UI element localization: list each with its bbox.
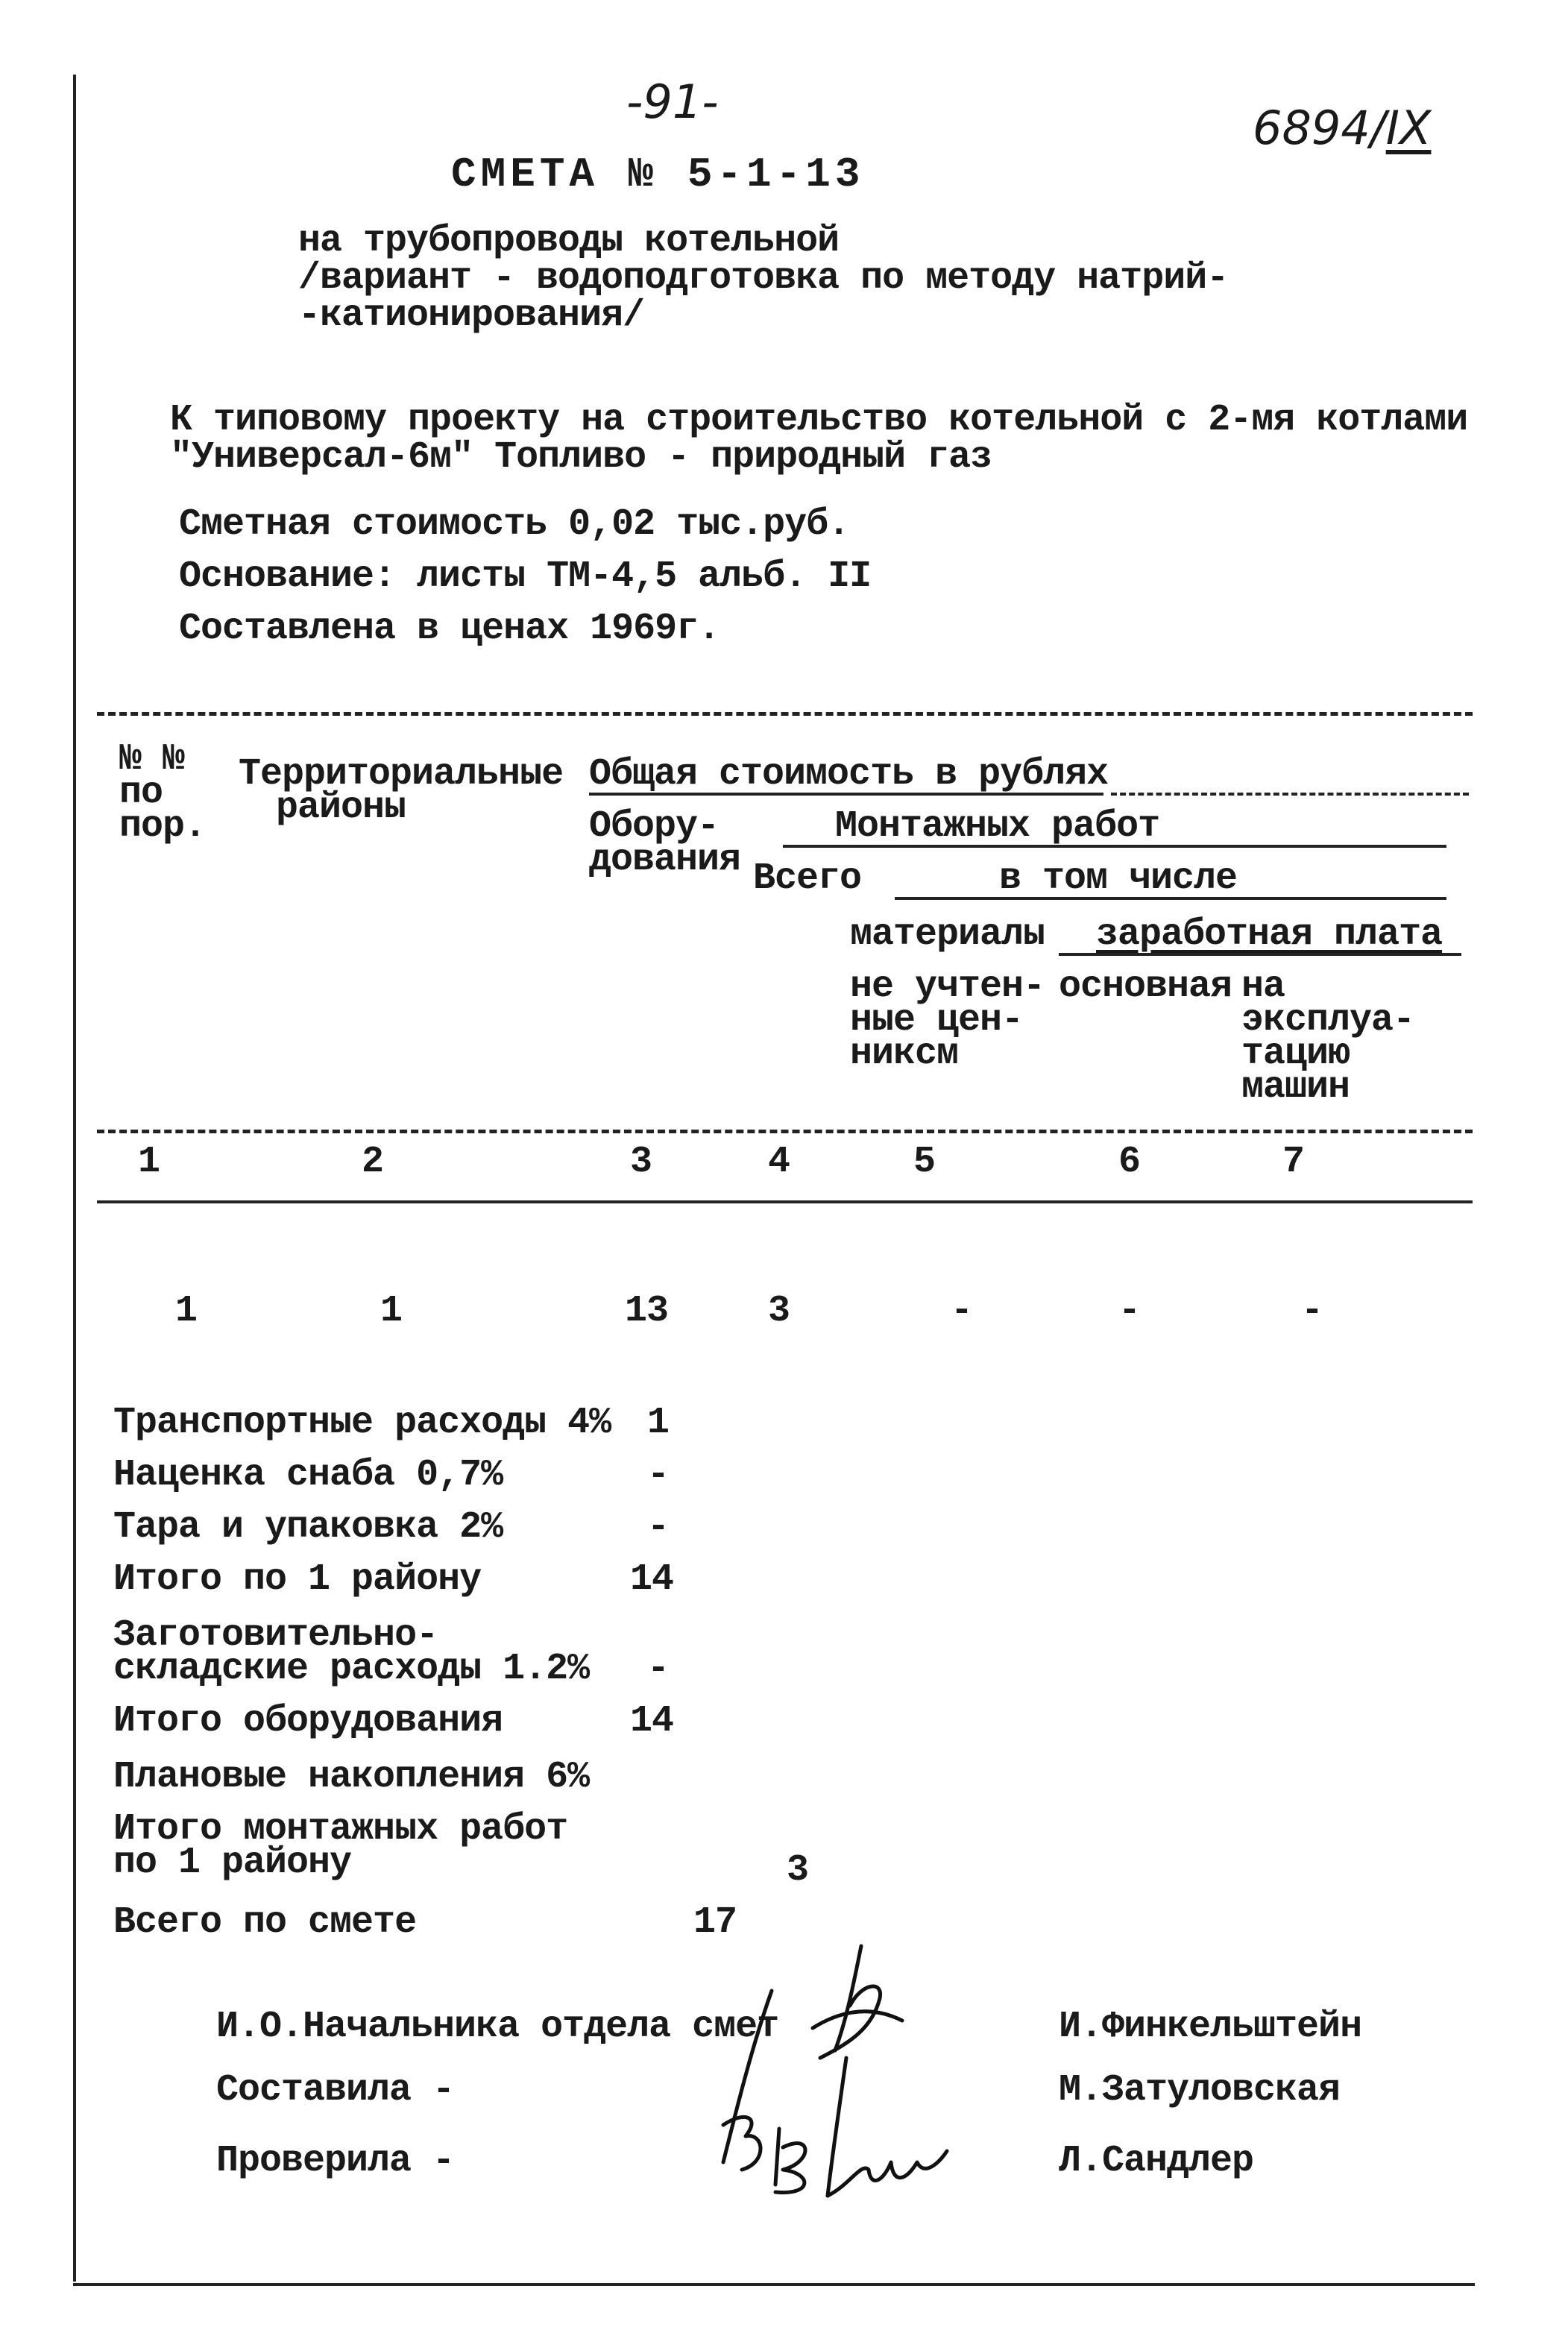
signature-name-checked: Л.Сандлер xyxy=(1059,2140,1254,2182)
signature-role-checked: Проверила - xyxy=(216,2140,455,2182)
equipment-line-2: дования xyxy=(589,839,741,881)
price-year: Составлена в ценах 1969г. xyxy=(179,608,720,650)
signature-name-head: И.Финкельштейн xyxy=(1059,2006,1362,2048)
summary-packaging-value: - xyxy=(647,1506,670,1549)
operation-line-1: на xyxy=(1241,966,1285,1008)
table-top-rule xyxy=(97,712,1473,716)
summary-procurement-value: - xyxy=(647,1648,670,1690)
summary-region-total-value: 14 xyxy=(630,1558,674,1601)
summary-packaging-label: Тара и упаковка 2% xyxy=(113,1506,503,1549)
row-cell-7: - xyxy=(1301,1290,1323,1332)
col-no-line-1: № № xyxy=(119,738,185,781)
archive-number xyxy=(1253,101,1431,155)
project-line-1: К типовому проекту на строительство котельной с 2-мя котлами xyxy=(170,399,1468,441)
row-cell-1: 1 xyxy=(175,1290,198,1332)
summary-region-total-label: Итого по 1 району xyxy=(113,1558,482,1601)
unaccounted-line-1: не учтен- xyxy=(850,966,1045,1008)
colnum-3: 3 xyxy=(630,1141,652,1183)
handwritten-signatures xyxy=(701,1939,1044,2222)
subtitle-line-2: /вариант - водоподготовка по методу натрий- xyxy=(298,257,1229,300)
installation-underline xyxy=(783,845,1446,848)
left-margin-line xyxy=(73,75,76,2282)
wages-header: заработная плата xyxy=(1096,913,1443,956)
row-cell-3: 13 xyxy=(625,1290,669,1332)
basic-header: основная xyxy=(1059,966,1232,1008)
project-line-2: "Универсал-6м" Топливо - природный газ xyxy=(170,436,992,479)
total-header: Всего xyxy=(753,857,862,900)
row-cell-6: - xyxy=(1118,1290,1141,1332)
col-no-line-3: пор. xyxy=(119,805,207,848)
colnum-2: 2 xyxy=(362,1141,384,1183)
estimated-cost: Сметная стоимость 0,02 тыс.руб. xyxy=(179,503,850,546)
including-header: в том числе xyxy=(999,857,1238,900)
operation-line-2: эксплуа- xyxy=(1241,999,1415,1042)
total-cost-underline xyxy=(589,793,1103,796)
unaccounted-line-2: ные цен- xyxy=(850,999,1024,1042)
row-cell-2: 1 xyxy=(380,1290,403,1332)
colnum-1: 1 xyxy=(138,1141,160,1183)
col-region-line-1: Территориальные xyxy=(239,753,564,796)
row-cell-4: 3 xyxy=(768,1290,790,1332)
summary-supply-value: - xyxy=(647,1454,670,1496)
summary-grand-total-label: Всего по смете xyxy=(113,1901,417,1944)
subtitle-line-3: -катионирования/ xyxy=(298,295,645,337)
column-numbers-top-rule xyxy=(97,1130,1473,1133)
summary-transport-label: Транспортные расходы 4% xyxy=(113,1402,611,1444)
summary-transport-value: 1 xyxy=(647,1402,670,1444)
including-underline xyxy=(895,897,1446,900)
colnum-6: 6 xyxy=(1118,1141,1141,1183)
subtitle-line-1: на трубопроводы котельной xyxy=(298,220,840,262)
signature-role-head: И.О.Начальника отдела смет xyxy=(216,2006,779,2048)
page-number: -91- xyxy=(626,75,719,129)
total-cost-header: Общая стоимость в рублях xyxy=(589,753,1109,796)
summary-procurement-label-1: Заготовительно- xyxy=(113,1614,438,1657)
summary-procurement-label-2: складские расходы 1.2% xyxy=(113,1648,590,1690)
installation-header: Монтажных работ xyxy=(835,805,1160,848)
equipment-line-1: Обору- xyxy=(589,805,720,848)
signature-role-compiled: Составила - xyxy=(216,2069,455,2112)
operation-line-3: тацию xyxy=(1241,1033,1350,1075)
basis-sheets: Основание: листы ТМ-4,5 альб. II xyxy=(179,555,872,598)
operation-line-4: машин xyxy=(1241,1066,1350,1109)
summary-grand-total-value: 17 xyxy=(693,1901,737,1944)
archive-number-main: 6894/ xyxy=(1253,101,1386,155)
col-no-line-2: по xyxy=(119,772,163,814)
summary-supply-label: Наценка снаба 0,7% xyxy=(113,1454,503,1496)
summary-planned-savings-label: Плановые накопления 6% xyxy=(113,1756,590,1798)
signature-name-compiled: М.Затуловская xyxy=(1059,2069,1341,2112)
document-title: СМЕТА № 5-1-13 xyxy=(451,151,865,198)
summary-installation-label-1: Итого монтажных работ xyxy=(113,1808,568,1851)
colnum-4: 4 xyxy=(768,1141,790,1183)
colnum-5: 5 xyxy=(913,1141,936,1183)
materials-header: материалы xyxy=(850,913,1045,956)
summary-installation-value: 3 xyxy=(787,1849,809,1892)
wages-underline xyxy=(1059,953,1461,956)
summary-installation-label-2: по 1 району xyxy=(113,1842,352,1884)
unaccounted-line-3: никсм xyxy=(850,1033,959,1075)
col-region-line-2: районы xyxy=(276,787,406,829)
summary-equipment-total-value: 14 xyxy=(630,1700,674,1742)
row-cell-5: - xyxy=(951,1290,973,1332)
table-header-bottom-rule xyxy=(97,1200,1473,1203)
summary-equipment-total-label: Итого оборудования xyxy=(113,1700,503,1742)
total-cost-trail xyxy=(1111,793,1469,796)
archive-number-suffix: IX xyxy=(1385,101,1432,155)
colnum-7: 7 xyxy=(1282,1141,1305,1183)
bottom-margin-line xyxy=(73,2283,1475,2286)
